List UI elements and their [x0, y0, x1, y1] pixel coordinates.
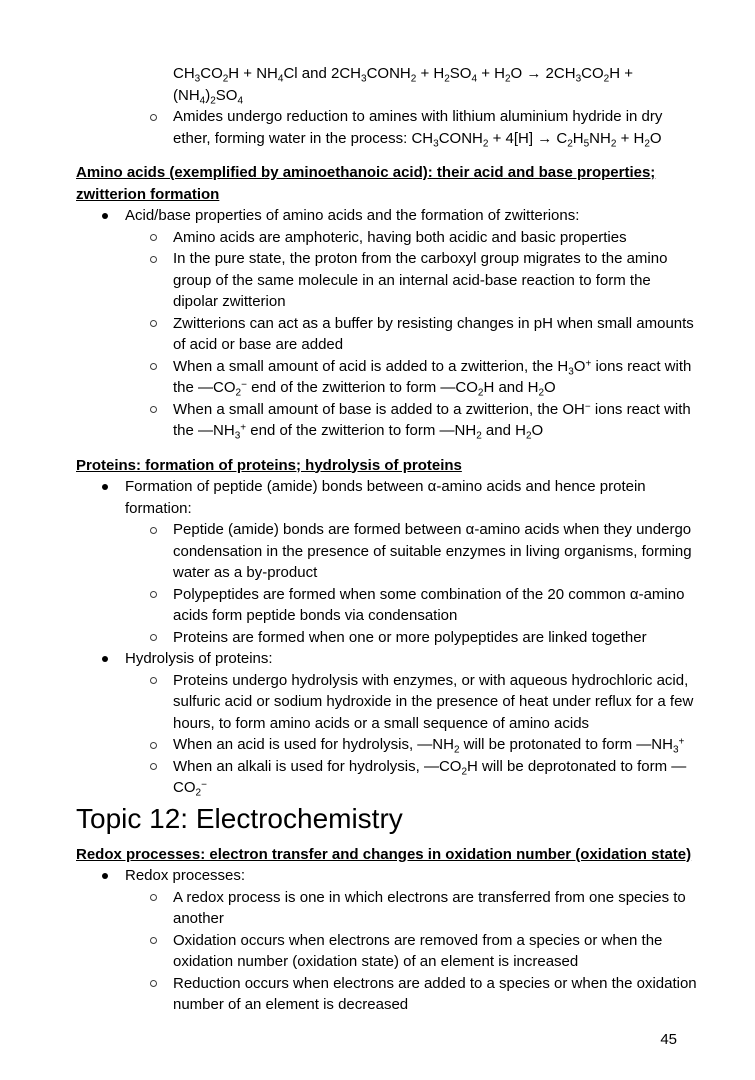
bullet-item-level2 — [76, 887, 697, 930]
bullet-item-level2 — [76, 930, 697, 973]
subscript-text: 2 — [453, 744, 460, 756]
superscript-text: − — [201, 779, 207, 791]
bullet-item-level2 — [76, 313, 697, 356]
superscript-text: − — [241, 379, 247, 391]
subscript-text: 2 — [444, 73, 450, 85]
superscript-text: + — [240, 422, 247, 434]
text-run-group: Proteins undergo hydrolysis with enzymes, or with aqueous hydrochloric acid, sulfuric acid or sodium hydroxide in the presence of heat under reflux for a few hours, to form amino acids or a small sequence of amino acids — [173, 671, 694, 732]
bullet-disc-icon — [102, 213, 108, 219]
text-run-group: Oxidation occurs when electrons are removed from a species or when the oxidation number (oxidation state) of an element is increased — [173, 931, 663, 970]
text-run-group: When an alkali is used for hydrolysis, $—CO_2H$ will be deprotonated to form $—CO_2^-$ — [173, 757, 687, 799]
subscript-text: 2 — [504, 73, 511, 85]
subscript-text: 2 — [477, 387, 484, 399]
subscript-text: 2 — [210, 95, 216, 106]
bullet-item-level2 — [76, 627, 697, 649]
subscript-text: 3 — [575, 73, 582, 85]
bullet-item-level2 — [76, 670, 697, 735]
text-run-group: Polypeptides are formed when some combination of the 20 common α-amino acids form peptide bonds via condensation — [173, 585, 685, 624]
text-run-group: When an acid is used for hydrolysis, $—NH_2$ will be protonated to form $—NH_3^+$ — [173, 736, 685, 756]
text-run-group: In the pure state, the proton from the carboxyl group migrates to the amino group of the same molecule in an internal acid-base reaction to form the dipolar zwitterion — [173, 250, 668, 310]
text-run-group: When a small amount of acid is added to a zwitterion, the $H_3O^+$ ions react with the $—CO_2^-$ end of the zwitterion to form $—CO_2H$ and $H_2O$ — [173, 357, 692, 399]
bullet-item-level2 — [76, 734, 697, 756]
text-run-group: Amino acids are amphoteric, having both acidic and basic properties — [173, 228, 627, 246]
bullet-disc-icon — [102, 873, 108, 879]
text-run-group: Topic 12: Electrochemistry — [76, 802, 403, 834]
text-run-group: $CH_3CO_2H + NH_4Cl$ and $2CH_3CONH_2 + H_2SO_4 + H_2O \to 2CH_3CO_2H + (NH_4)_2SO_4$ — [173, 65, 633, 106]
section-heading — [76, 455, 719, 477]
section-heading — [76, 844, 719, 866]
subscript-text: 2 — [567, 138, 573, 149]
text-run-group: Proteins are formed when one or more polypeptides are linked together — [173, 628, 647, 646]
text-run-group: Acid/base properties of amino acids and the formation of zwitterions: — [125, 207, 580, 224]
text-run-group: Formation of peptide (amide) bonds between α-amino acids and hence protein formation: — [125, 478, 646, 517]
bullet-item-level1 — [76, 865, 697, 887]
paragraph-continuation — [76, 63, 697, 106]
bullet-item-level2 — [76, 227, 697, 249]
bullet-item-level2 — [76, 519, 697, 584]
topic-heading — [76, 803, 697, 835]
bullet-circle-icon — [150, 320, 157, 327]
bullet-circle-icon — [150, 763, 157, 770]
subscript-text: 3 — [568, 366, 574, 377]
bullet-item-level2 — [76, 399, 697, 442]
subscript-text: 4 — [199, 95, 206, 106]
bullet-item-level2 — [76, 356, 697, 399]
bullet-item-level2 — [76, 756, 697, 799]
text-run-group: Amino acids (exemplified by aminoethanoic acid): their acid and base properties; zwitterion formation — [76, 164, 656, 203]
subscript-text: 4 — [277, 73, 284, 85]
bullet-circle-icon — [150, 363, 157, 370]
subscript-text: 2 — [610, 138, 617, 149]
superscript-text: + — [585, 358, 592, 369]
subscript-text: 2 — [476, 430, 482, 442]
bullet-item-level1 — [76, 648, 697, 670]
section-heading — [76, 162, 719, 205]
page-number: 45 — [660, 1031, 677, 1048]
bullet-circle-icon — [150, 406, 157, 413]
subscript-text: 2 — [538, 387, 545, 399]
bullet-circle-icon — [150, 114, 157, 121]
text-run-group: Reduction occurs when electrons are added to a species or when the oxidation number of an element is decreased — [173, 974, 697, 1013]
text-run-group: Hydrolysis of proteins: — [125, 650, 273, 667]
bullet-circle-icon — [150, 742, 157, 749]
subscript-text: 2 — [525, 430, 532, 442]
subscript-text: 3 — [234, 430, 241, 442]
bullet-circle-icon — [150, 527, 157, 534]
text-run-group: A redox process is one in which electrons are transferred from one species to another — [173, 888, 686, 927]
bullet-circle-icon — [150, 591, 157, 598]
text-run-group: Redox processes: — [125, 867, 246, 884]
subscript-text: 2 — [410, 73, 417, 85]
bullet-disc-icon — [102, 656, 108, 662]
bullet-item-level2 — [76, 248, 697, 313]
subscript-text: 3 — [361, 73, 367, 85]
bullet-circle-icon — [150, 894, 157, 901]
subscript-text: 4 — [471, 73, 478, 85]
text-run-group: Proteins: formation of proteins; hydrolysis of proteins — [76, 456, 462, 474]
subscript-text: 4 — [237, 95, 244, 106]
bullet-circle-icon — [150, 677, 157, 684]
text-run-group: Redox processes: electron transfer and changes in oxidation number (oxidation state) — [76, 845, 692, 863]
bullet-item-level1 — [76, 205, 697, 227]
text-run-group: Amides undergo reduction to amines with lithium aluminium hydride in dry ether, forming water in the process: $CH_3CONH_2 + 4[H] \to C_2H_5NH_2 + H_2O$ — [173, 108, 663, 149]
subscript-text: 5 — [583, 138, 590, 149]
subscript-text: 2 — [603, 73, 610, 85]
text-run-group: When a small amount of base is added to a zwitterion, the OH− ions react with the $—NH_3^+$ end of the zwitterion to form $—NH_2$ and $H_2O$ — [173, 400, 691, 442]
bullet-item-level1 — [76, 476, 697, 519]
subscript-text: 3 — [433, 138, 439, 149]
bullet-circle-icon — [150, 256, 157, 263]
bullet-item-level2 — [76, 973, 697, 1016]
subscript-text: 2 — [482, 138, 489, 149]
bullet-circle-icon — [150, 980, 157, 987]
bullet-circle-icon — [150, 234, 157, 241]
superscript-text: − — [584, 401, 591, 412]
document-content — [76, 63, 697, 1016]
text-run-group: Peptide (amide) bonds are formed between α-amino acids when they undergo condensation in the presence of suitable enzymes in living organisms, forming water as a by-product — [173, 521, 692, 581]
subscript-text: 2 — [222, 73, 229, 85]
subscript-text: 2 — [461, 766, 468, 777]
subscript-text: 3 — [194, 73, 201, 85]
subscript-text: 2 — [644, 138, 650, 149]
subscript-text: 3 — [672, 744, 679, 756]
bullet-circle-icon — [150, 634, 157, 641]
bullet-item-level2 — [76, 106, 697, 149]
superscript-text: + — [678, 736, 685, 748]
subscript-text: 2 — [235, 387, 242, 399]
bullet-item-level2 — [76, 584, 697, 627]
bullet-disc-icon — [102, 484, 108, 490]
bullet-circle-icon — [150, 937, 157, 944]
text-run-group: Zwitterions can act as a buffer by resisting changes in pH when small amounts of acid or base are added — [173, 314, 694, 353]
subscript-text: 2 — [195, 787, 202, 799]
